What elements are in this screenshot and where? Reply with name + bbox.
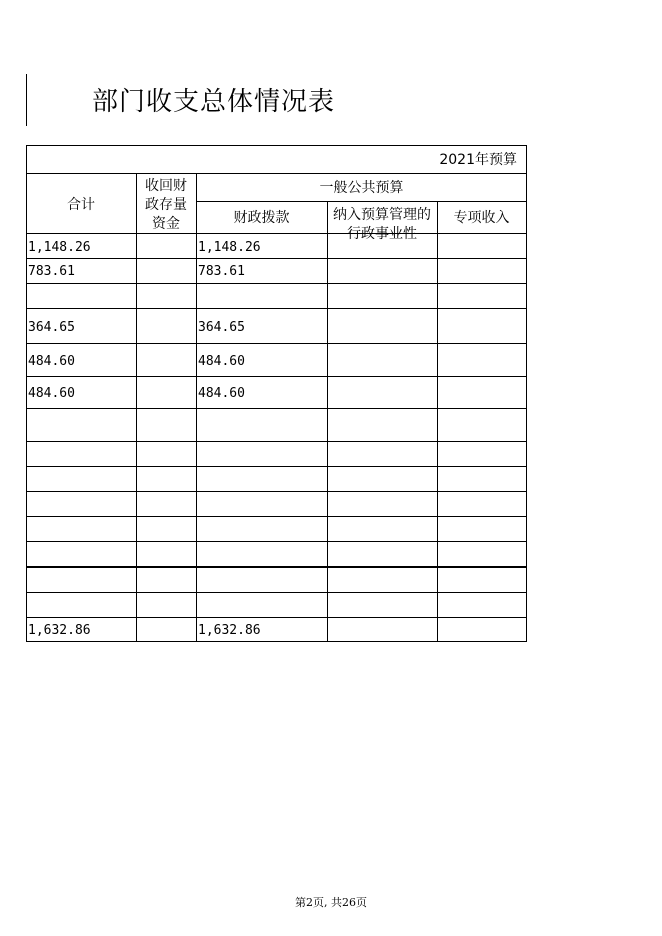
- header-recovered-funds: 收回财政存量资金: [145, 178, 187, 232]
- header-general-public-budget: 一般公共预算: [319, 180, 404, 196]
- cell-total: 1,632.86: [28, 623, 91, 638]
- header-total: 合计: [67, 197, 95, 213]
- cell-fiscal: 783.61: [198, 264, 245, 279]
- header-fiscal-allocation: 财政拨款: [233, 210, 290, 226]
- cell-total: 484.60: [28, 386, 75, 401]
- budget-table: [26, 145, 527, 642]
- subheader-divider: [196, 201, 527, 202]
- table-bottom-border: [26, 641, 527, 642]
- row-line: [26, 491, 527, 492]
- row-line: [26, 376, 527, 377]
- cell-fiscal: 1,632.86: [198, 623, 261, 638]
- cell-total: 783.61: [28, 264, 75, 279]
- page-footer: 第2页, 共26页: [295, 896, 367, 909]
- cell-fiscal: 364.65: [198, 320, 245, 335]
- row-line-thick: [26, 566, 527, 568]
- row-line: [26, 408, 527, 409]
- header-bottom-border: [26, 233, 527, 234]
- row-line: [26, 541, 527, 542]
- col-divider-3: [327, 201, 328, 642]
- header-divider: [26, 173, 527, 174]
- col-divider-4: [437, 201, 438, 642]
- row-line: [26, 516, 527, 517]
- cell-fiscal: 484.60: [198, 386, 245, 401]
- cell-fiscal: 484.60: [198, 354, 245, 369]
- row-line: [26, 343, 527, 344]
- cell-total: 1,148.26: [28, 240, 91, 255]
- page-title: 部门收支总体情况表: [92, 87, 336, 117]
- row-line: [26, 258, 527, 259]
- row-line: [26, 283, 527, 284]
- row-line: [26, 441, 527, 442]
- row-line: [26, 308, 527, 309]
- cell-fiscal: 1,148.26: [198, 240, 261, 255]
- header-special-income: 专项收入: [453, 210, 510, 226]
- row-line: [26, 592, 527, 593]
- row-line: [26, 617, 527, 618]
- left-margin-rule: [26, 74, 27, 126]
- header-admin-fees: 纳入预算管理的行政事业性: [333, 207, 431, 242]
- budget-year-label: 2021年预算: [439, 152, 517, 168]
- cell-total: 364.65: [28, 320, 75, 335]
- cell-total: 484.60: [28, 354, 75, 369]
- row-line: [26, 466, 527, 467]
- table-top-border: [26, 145, 527, 146]
